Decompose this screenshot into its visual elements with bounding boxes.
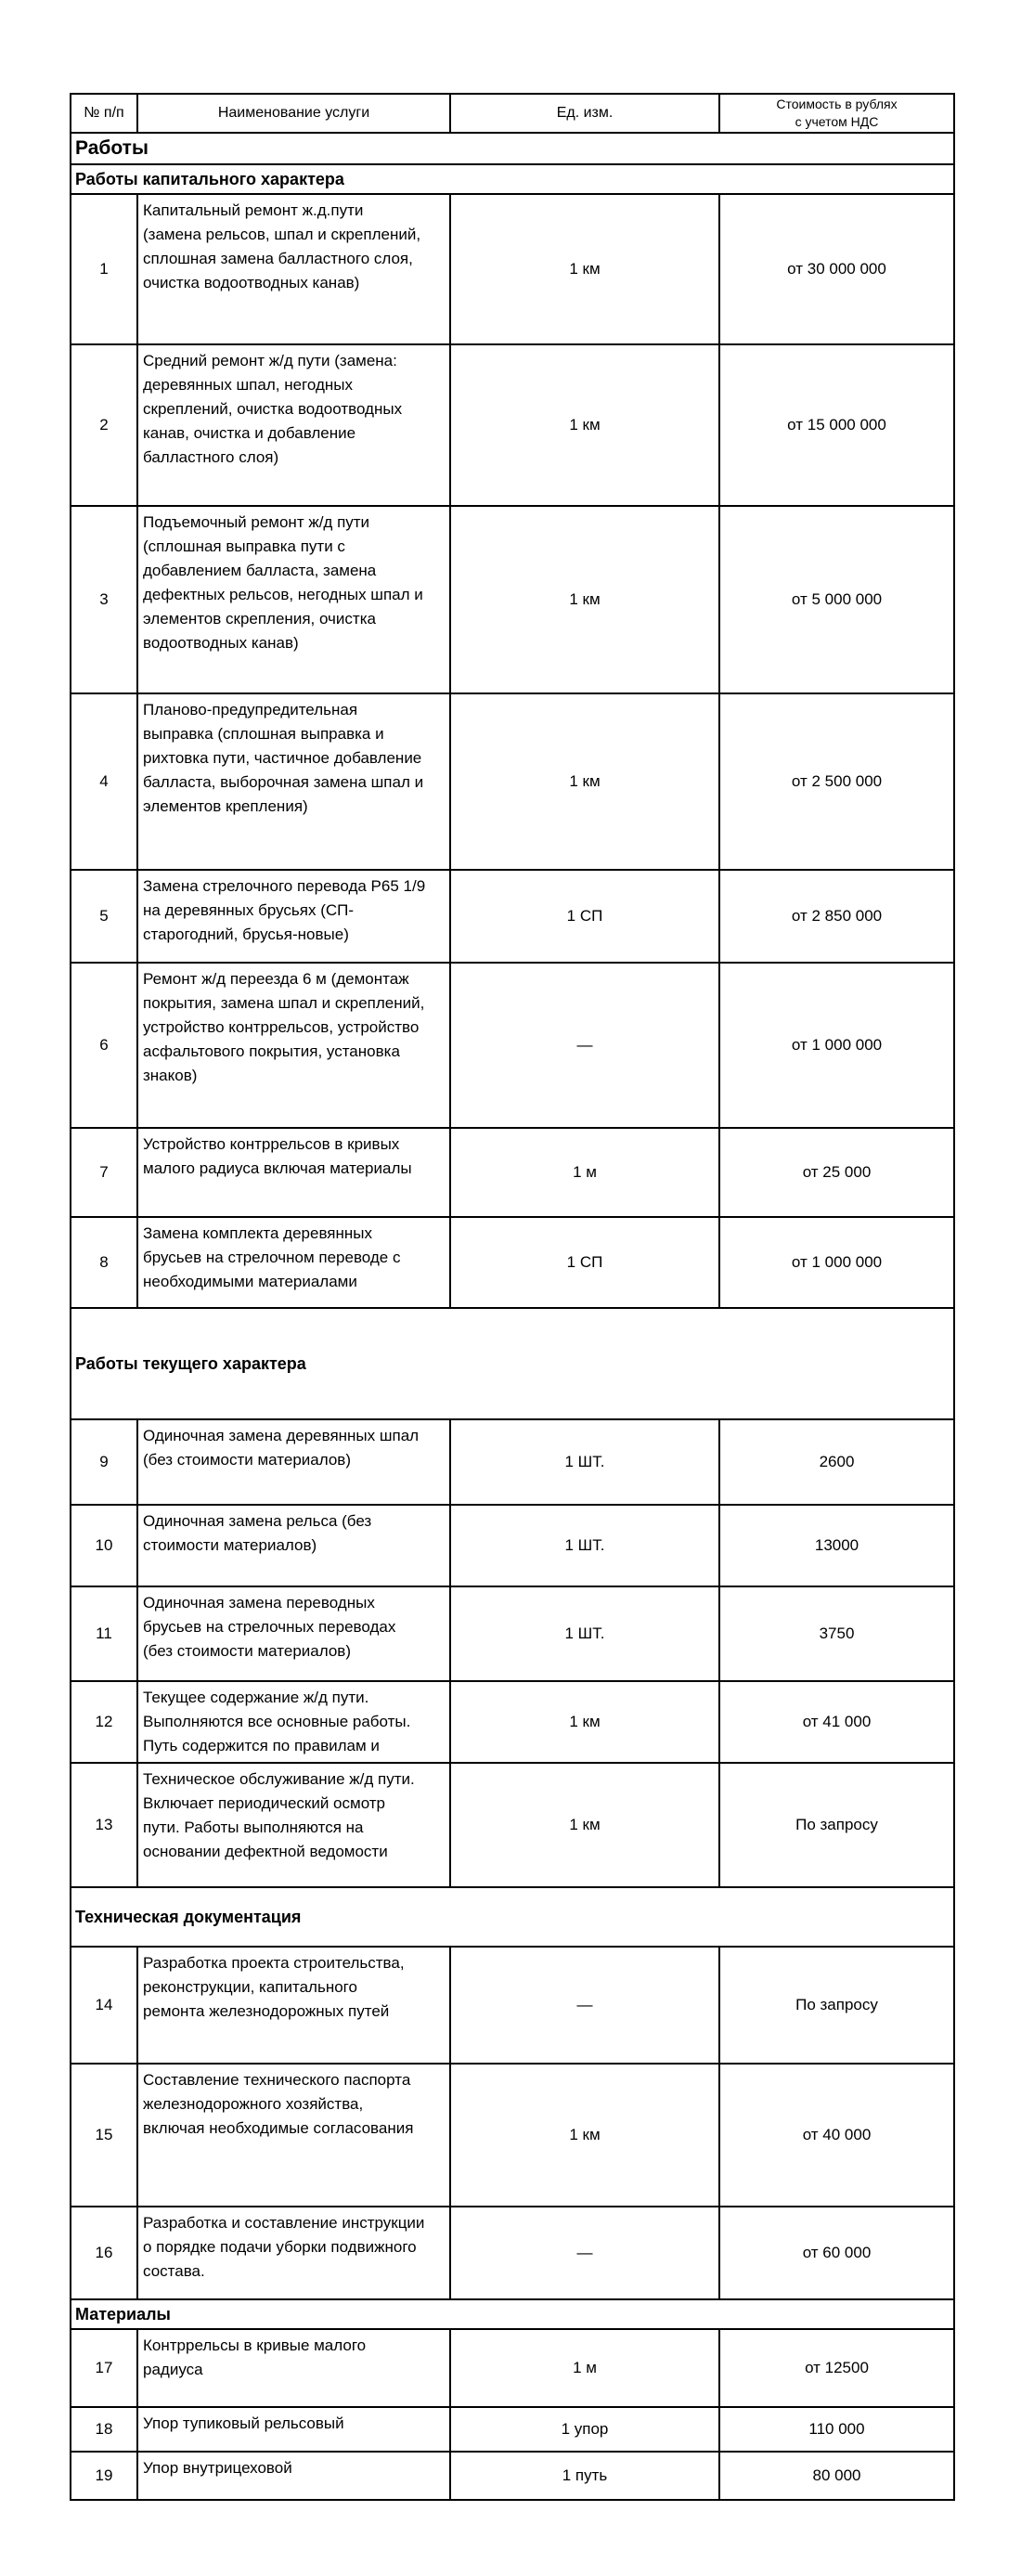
row-number: 13 — [71, 1763, 137, 1887]
service-name — [137, 506, 450, 693]
service-name-text: Техническое обслуживание ж/д пути. Включает периодический осмотр пути. Работы выполняются на основании дефектной ведомости — [143, 1770, 415, 1860]
header-price-line1: Стоимость в рублях — [776, 97, 898, 111]
header-price-line2: с учетом НДС — [795, 114, 879, 129]
unit-of-measure: 1 км — [450, 1681, 719, 1763]
service-name-text: Составление технического паспорта железнодорожного хозяйства, включая необходимые согласования — [143, 2071, 414, 2137]
service-name-text: Замена стрелочного перевода Р65 1/9 на деревянных брусьях (СП- старогодний, брусья-новые) — [143, 877, 426, 943]
section-row — [71, 1308, 954, 1419]
service-name-text: Упор внутрицеховой — [143, 2459, 292, 2477]
price: от 25 000 — [719, 1128, 954, 1217]
unit-of-measure: 1 км — [450, 1763, 719, 1887]
row-number: 2 — [71, 344, 137, 506]
price: от 60 000 — [719, 2207, 954, 2299]
table-row — [71, 1505, 954, 1586]
service-name-text: Устройство контррельсов в кривых малого радиуса включая материалы — [143, 1135, 412, 1177]
unit-of-measure: 1 ШТ. — [450, 1505, 719, 1586]
row-number: 15 — [71, 2064, 137, 2207]
section-row — [71, 2299, 954, 2329]
unit-of-measure: 1 км — [450, 2064, 719, 2207]
unit-of-measure: 1 км — [450, 693, 719, 870]
table-row — [71, 2207, 954, 2299]
service-name-text: Упор тупиковый рельсовый — [143, 2414, 344, 2432]
unit-of-measure: 1 км — [450, 344, 719, 506]
table-row — [71, 194, 954, 344]
price: от 1 000 000 — [719, 963, 954, 1128]
unit-of-measure: 1 СП — [450, 870, 719, 963]
price: от 41 000 — [719, 1681, 954, 1763]
row-number: 3 — [71, 506, 137, 693]
service-name-text: Средний ремонт ж/д пути (замена: деревянных шпал, негодных скреплений, очистка водоотводных канав, очистка и добавление балластного слоя) — [143, 352, 403, 466]
service-name — [137, 1128, 450, 1217]
row-number: 5 — [71, 870, 137, 963]
table-row — [71, 2064, 954, 2207]
unit-of-measure: 1 ШТ. — [450, 1586, 719, 1681]
price: от 40 000 — [719, 2064, 954, 2207]
row-number: 16 — [71, 2207, 137, 2299]
service-name-text: Одиночная замена переводных брусьев на стрелочных переводах (без стоимости материалов) — [143, 1594, 396, 1660]
price: По запросу — [719, 1947, 954, 2064]
header-num: № п/п — [71, 94, 137, 133]
table-row — [71, 506, 954, 693]
service-name-text: Замена комплекта деревянных брусьев на стрелочном переводе с необходимыми материалами — [143, 1224, 401, 1290]
price: от 15 000 000 — [719, 344, 954, 506]
service-name — [137, 1681, 450, 1763]
service-name-text: Ремонт ж/д переезда 6 м (демонтаж покрытия, замена шпал и скреплений, устройство контррельсов, устройство асфальтового покрытия, установка знаков) — [143, 970, 425, 1084]
price: 2600 — [719, 1419, 954, 1505]
row-number: 11 — [71, 1586, 137, 1681]
service-name — [137, 1586, 450, 1681]
table-row — [71, 963, 954, 1128]
section-title: Техническая документация — [71, 1887, 954, 1947]
unit-of-measure: 1 упор — [450, 2407, 719, 2452]
price: 3750 — [719, 1586, 954, 1681]
service-name — [137, 1947, 450, 2064]
price: 80 000 — [719, 2452, 954, 2500]
section-row — [71, 133, 954, 164]
row-number: 17 — [71, 2329, 137, 2407]
price: По запросу — [719, 1763, 954, 1887]
service-name — [137, 2452, 450, 2500]
row-number: 19 — [71, 2452, 137, 2500]
unit-of-measure: 1 м — [450, 1128, 719, 1217]
price: 110 000 — [719, 2407, 954, 2452]
unit-of-measure: 1 м — [450, 2329, 719, 2407]
service-name-text: Планово-предупредительная выправка (сплошная выправка и рихтовка пути, частичное добавление балласта, выборочная замена шпал и элементов крепления) — [143, 701, 424, 815]
table-row — [71, 1419, 954, 1505]
service-name-text: Подъемочный ремонт ж/д пути (сплошная выправка пути с добавлением балласта, замена дефектных рельсов, негодных шпал и элементов скрепления, очистка водоотводных канав) — [143, 513, 423, 652]
row-number: 7 — [71, 1128, 137, 1217]
service-name — [137, 1217, 450, 1308]
unit-of-measure: 1 ШТ. — [450, 1419, 719, 1505]
section-title: Материалы — [71, 2299, 954, 2329]
table-row — [71, 2329, 954, 2407]
section-row — [71, 164, 954, 194]
service-name — [137, 2207, 450, 2299]
table-row — [71, 344, 954, 506]
unit-of-measure: 1 км — [450, 194, 719, 344]
price: от 12500 — [719, 2329, 954, 2407]
table-row — [71, 2452, 954, 2500]
table-row — [71, 1681, 954, 1763]
row-number: 10 — [71, 1505, 137, 1586]
row-number: 14 — [71, 1947, 137, 2064]
header-name: Наименование услуги — [137, 94, 450, 133]
service-name — [137, 693, 450, 870]
row-number: 8 — [71, 1217, 137, 1308]
price: от 5 000 000 — [719, 506, 954, 693]
price-list-sheet — [70, 93, 951, 2501]
service-name — [137, 2329, 450, 2407]
table-row — [71, 1128, 954, 1217]
row-number: 1 — [71, 194, 137, 344]
table-row — [71, 693, 954, 870]
section-title: Работы капитального характера — [71, 164, 954, 194]
table-header-row — [71, 94, 954, 133]
service-name-text: Разработка и составление инструкции о порядке подачи уборки подвижного состава. — [143, 2214, 425, 2280]
service-name — [137, 344, 450, 506]
unit-of-measure: — — [450, 1947, 719, 2064]
service-name — [137, 870, 450, 963]
table-row — [71, 1586, 954, 1681]
table-row — [71, 2407, 954, 2452]
service-name-text: Текущее содержание ж/д пути. Выполняются все основные работы. Путь содержится по правилам и — [143, 1689, 411, 1754]
section-row — [71, 1887, 954, 1947]
unit-of-measure: 1 путь — [450, 2452, 719, 2500]
table-row — [71, 1763, 954, 1887]
service-name-text: Одиночная замена рельса (без стоимости материалов) — [143, 1512, 372, 1554]
service-name-text: Разработка проекта строительства, реконструкции, капитального ремонта железнодорожных путей — [143, 1954, 405, 2020]
section-title: Работы текущего характера — [71, 1308, 954, 1419]
header-unit: Ед. изм. — [450, 94, 719, 133]
service-name — [137, 1419, 450, 1505]
service-name — [137, 2064, 450, 2207]
service-name — [137, 1763, 450, 1887]
row-number: 4 — [71, 693, 137, 870]
price: от 2 850 000 — [719, 870, 954, 963]
price-table — [70, 93, 955, 2501]
service-name — [137, 1505, 450, 1586]
service-name — [137, 2407, 450, 2452]
table-row — [71, 870, 954, 963]
service-name — [137, 963, 450, 1128]
unit-of-measure: — — [450, 963, 719, 1128]
table-row — [71, 1217, 954, 1308]
price: от 1 000 000 — [719, 1217, 954, 1308]
unit-of-measure: — — [450, 2207, 719, 2299]
table-row — [71, 1947, 954, 2064]
unit-of-measure: 1 км — [450, 506, 719, 693]
header-price — [719, 94, 954, 133]
row-number: 6 — [71, 963, 137, 1128]
service-name — [137, 194, 450, 344]
price: от 2 500 000 — [719, 693, 954, 870]
section-title: Работы — [71, 133, 954, 164]
unit-of-measure: 1 СП — [450, 1217, 719, 1308]
row-number: 12 — [71, 1681, 137, 1763]
row-number: 9 — [71, 1419, 137, 1505]
service-name-text: Контррельсы в кривые малого радиуса — [143, 2337, 367, 2378]
row-number: 18 — [71, 2407, 137, 2452]
service-name-text: Капитальный ремонт ж.д.пути (замена рельсов, шпал и скреплений, сплошная замена балластного слоя, очистка водоотводных канав) — [143, 201, 421, 291]
price: 13000 — [719, 1505, 954, 1586]
price: от 30 000 000 — [719, 194, 954, 344]
service-name-text: Одиночная замена деревянных шпал (без стоимости материалов) — [143, 1427, 420, 1469]
